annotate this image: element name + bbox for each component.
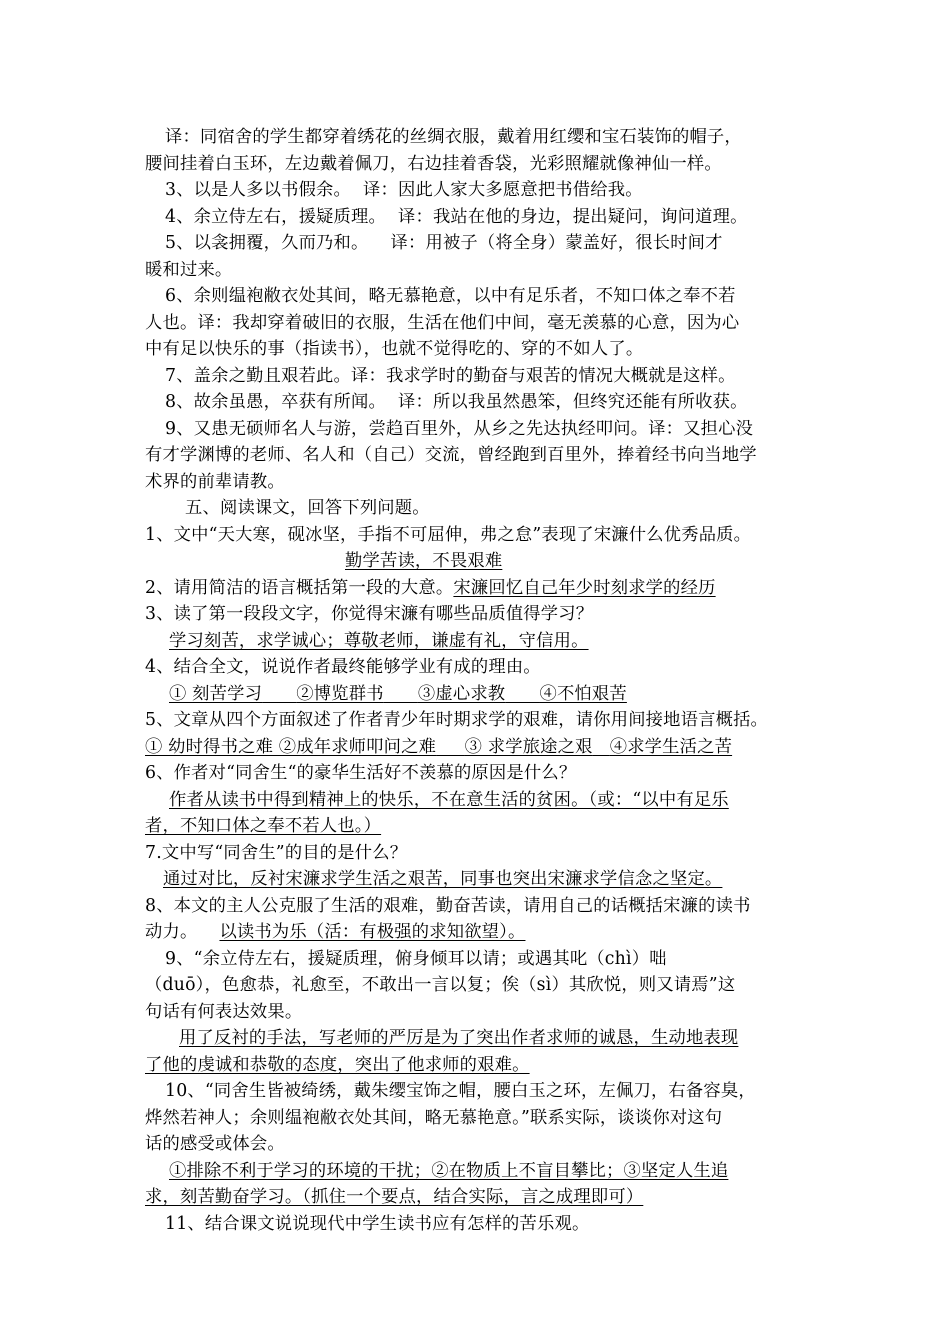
question-line: 动力。 以读书为乐（活：有极强的求知欲望）。 [145,922,526,942]
question-line: 4、结合全文，说说作者最终能够学业有成的理由。 [145,657,541,677]
answer-line: ① 刻苦学习 ②博览群书 ③虚心求教 ④不怕艰苦 [169,683,627,704]
question-line: 3、读了第一段段文字，你觉得宋濂有哪些品质值得学习？ [145,604,594,624]
paragraph-line: 中有足以快乐的事（指读书），也就不觉得吃的、穿的不如人了。 [145,339,644,359]
paragraph-line: 9、又患无硕师名人与游，尝趋百里外，从乡之先达执经叩问。译：又担心没 [165,418,754,439]
answer-text: 宋濂回忆自己年少时刻求学的经历 [453,577,716,598]
paragraph-line: 人也。译：我却穿着破旧的衣服，生活在他们中间，毫无羡慕的心意，因为心 [145,312,740,333]
question-line: 11、结合课文说说现代中学生读书应有怎样的苦乐观。 [165,1213,590,1234]
section-heading: 五、阅读课文，回答下列问题。 [185,498,430,518]
question-line: 6、作者对“同舍生“的豪华生活好不羡慕的原因是什么？ [145,763,577,783]
question-line: 话的感受或体会。 [145,1134,285,1154]
paragraph-line: 6、余则缊袍敝衣处其间，略无慕艳意，以中有足乐者，不知口体之奉不若 [165,286,736,306]
answer-line: 作者从读书中得到精神上的快乐，不在意生活的贫困。（或：“以中有足乐 [169,789,729,810]
paragraph-line: 4、余立侍左右，援疑质理。 译：我站在他的身边，提出疑问，询问道理。 [165,206,748,227]
question-line: 2、请用简洁的语言概括第一段的大意。宋濂回忆自己年少时刻求学的经历 [145,577,716,598]
paragraph-line: 腰间挂着白玉环，左边戴着佩刀，右边挂着香袋，光彩照耀就像神仙一样。 [145,153,722,174]
answer-line: 者，不知口体之奉不若人也。） [145,816,382,836]
answer-line: 用了反衬的手法，写老师的严厉是为了突出作者求师的诚恳，生动地表现 [179,1028,739,1048]
question-line: 烨然若神人；余则缊袍敝衣处其间，略无慕艳意。”联系实际，谈谈你对这句 [145,1107,723,1128]
question-line: 10、“同舍生皆被绮绣，戴朱缨宝饰之帽，腰白玉之环，左佩刀，右备容臭， [165,1081,756,1101]
paragraph-line: 有才学渊博的老师、名人和（自己）交流，曾经跑到百里外，捧着经书向当地学 [145,445,757,465]
paragraph-line: 译：同宿舍的学生都穿着绣花的丝绸衣服，戴着用红缨和宝石装饰的帽子， [165,127,742,147]
answer-line: 了他的虔诚和恭敬的态度，突出了他求师的艰难。 [145,1054,530,1075]
paragraph-line: 术界的前辈请教。 [145,471,285,492]
answer-line: 求，刻苦勤奋学习。（抓住一个要点，结合实际，言之成理即可） [145,1187,644,1207]
question-line: 9、“余立侍左右，援疑质理，俯身倾耳以请；或遇其叱（chì）咄 [165,948,667,969]
paragraph-line: 3、以是人多以书假余。 译：因此人家大多愿意把书借给我。 [165,180,643,200]
answer-line: 勤学苦读，不畏艰难 [345,551,503,571]
question-line: 句话有何表达效果。 [145,1001,303,1022]
paragraph-line: 暖和过来。 [145,259,233,280]
question-line: （duō），色愈恭，礼愈至，不敢出一言以复；俟（sì）其欣悦，则又请焉”这 [145,975,736,995]
paragraph-line: 8、故余虽愚，卒获有所闻。 译：所以我虽然愚笨，但终究还能有所收获。 [165,392,748,412]
answer-text: 以读书为乐（活：有极强的求知欲望）。 [219,922,526,942]
document-body [145,124,825,1237]
answer-line: ①排除不利于学习的环境的干扰；②在物质上不盲目攀比；③坚定人生追 [169,1160,729,1181]
question-line: 1、文中“天大寒，砚冰坚，手指不可屈伸，弗之怠”表现了宋濂什么优秀品质。 [145,524,752,545]
answer-line: 通过对比，反衬宋濂求学生活之艰苦，同事也突出宋濂求学信念之坚定。 [163,869,723,889]
paragraph-line: 7、盖余之勤且艰若此。译：我求学时的勤奋与艰苦的情况大概就是这样。 [165,365,736,386]
paragraph-line: 5、以衾拥覆，久而乃和。 译：用被子（将全身）蒙盖好，很长时间才 [165,233,723,253]
question-line: 7.文中写“同舍生”的目的是什么？ [145,842,408,863]
answer-line: 学习刻苦，求学诚心；尊敬老师，谦虚有礼，守信用。 [169,630,589,651]
question-line: 8、本文的主人公克服了生活的艰难，勤奋苦读，请用自己的话概括宋濂的读书 [145,895,751,916]
answer-line: ① 幼时得书之难 ②成年求师叩问之难 ③ 求学旅途之艰 ④求学生活之苦 [145,736,733,757]
question-line: 5、文章从四个方面叙述了作者青少年时期求学的艰难，请你用间接地语言概括。 [145,710,769,730]
